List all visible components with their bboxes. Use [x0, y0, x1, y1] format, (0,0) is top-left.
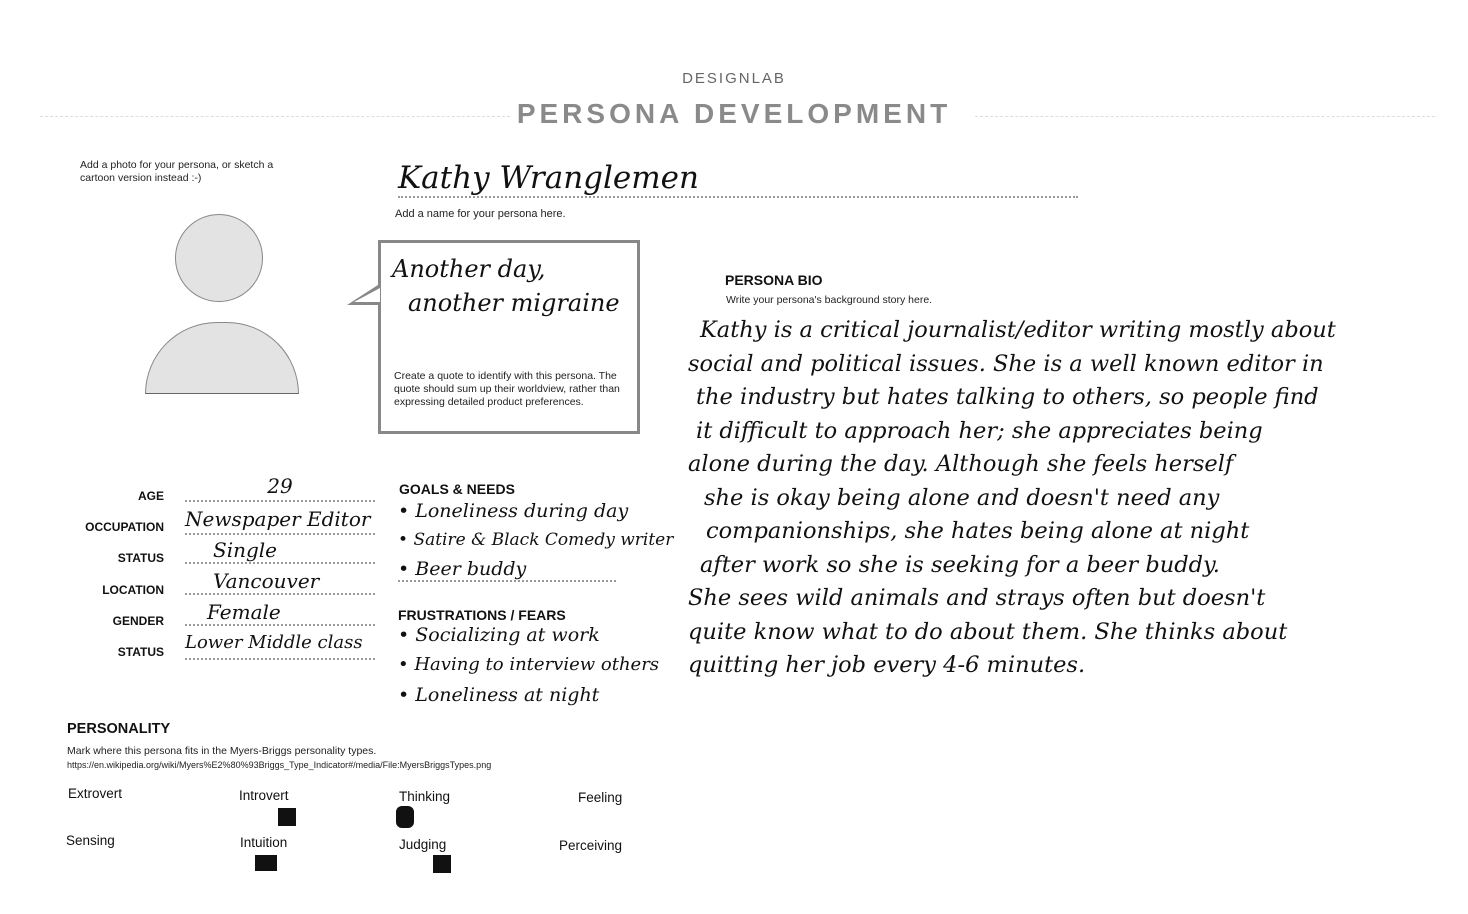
goal-text: Satire & Black Comedy writer [413, 530, 674, 550]
occupation-field[interactable]: Newspaper Editor [185, 507, 375, 535]
goal-item[interactable]: • Beer buddy [398, 558, 616, 582]
mark-intuition [255, 855, 277, 871]
bio-line: companionships, she hates being alone at night [706, 518, 1250, 544]
mark-introvert [278, 808, 296, 826]
class-status-label: STATUS [117, 645, 164, 659]
mb-extrovert[interactable]: Extrovert [68, 786, 123, 801]
goal-item[interactable]: • Loneliness during day [398, 500, 629, 522]
frustration-text: Loneliness at night [415, 684, 600, 706]
location-field[interactable]: Vancouver [185, 569, 375, 595]
quote-line-1: Another day, [392, 255, 546, 283]
age-field[interactable]: 29 [185, 474, 375, 502]
page-title: PERSONA DEVELOPMENT [516, 98, 952, 129]
bio-line: she is okay being alone and doesn't need any [704, 484, 1220, 511]
mb-sensing[interactable]: Sensing [66, 833, 115, 848]
bio-line: social and political issues. She is a well known editor in [688, 350, 1324, 377]
bio-line: the industry but hates talking to others, so people find [696, 384, 1319, 410]
frustrations-heading: FRUSTRATIONS / FEARS [398, 607, 566, 623]
avatar-head-icon[interactable] [175, 214, 263, 302]
name-hint: Add a name for your persona here. [395, 208, 566, 220]
frustration-text: Socializing at work [415, 624, 600, 646]
goal-text: Beer buddy [415, 558, 527, 580]
avatar-body-icon[interactable] [145, 322, 299, 394]
goal-item[interactable]: • Satire & Black Comedy writer [398, 530, 674, 550]
persona-quote[interactable] [392, 252, 632, 320]
gender-label: GENDER [112, 614, 164, 628]
mb-perceiving[interactable]: Perceiving [559, 838, 623, 853]
class-status-field[interactable]: Lower Middle class [185, 632, 375, 660]
personality-hint: Mark where this persona fits in the Myers-Briggs personality types. [67, 745, 377, 757]
personality-heading: PERSONALITY [67, 721, 171, 737]
gender-field[interactable]: Female [185, 600, 375, 626]
bio-line: alone during the day. Although she feels herself [688, 451, 1234, 477]
photo-hint: Add a photo for your persona, or sketch a cartoon version instead :-) [80, 159, 274, 184]
bio-line: quite know what to do about them. She thinks about [688, 618, 1288, 645]
bio-hint: Write your persona's background story here. [726, 294, 933, 306]
personality-link[interactable]: https://en.wikipedia.org/wiki/Myers%E2%80%93Briggs_Type_Indicator#/media/File:MyersBriggsTypes.png [67, 760, 492, 770]
bio-line: She sees wild animals and strays often but doesn't [688, 585, 1266, 611]
quote-line-2: another migraine [408, 289, 620, 317]
mark-judging [433, 855, 451, 873]
quote-hint: Create a quote to identify with this persona. The quote should sum up their worldview, rather than expressing detailed product preferences. [394, 370, 620, 408]
persona-name[interactable]: Kathy Wranglemen [398, 160, 699, 196]
frustration-text: Having to interview others [414, 654, 660, 675]
bio-line: it difficult to approach her; she appreciates being [696, 417, 1263, 444]
brand-logo: DESIGNLAB [682, 70, 786, 87]
bio-line: quitting her job every 4-6 minutes. [688, 652, 1086, 678]
mb-feeling[interactable]: Feeling [578, 790, 623, 805]
quote-bubble-tail-inner [354, 288, 380, 302]
age-label: AGE [137, 489, 164, 503]
frustration-item[interactable]: • Socializing at work [398, 624, 600, 646]
location-label: LOCATION [102, 583, 164, 597]
mb-judging[interactable]: Judging [399, 837, 447, 852]
bio-line: after work so she is seeking for a beer buddy. [700, 551, 1220, 578]
bio-line: Kathy is a critical journalist/editor writing mostly about [700, 317, 1336, 343]
goal-text: Loneliness during day [415, 500, 629, 522]
persona-bio[interactable] [688, 314, 1438, 683]
name-underline [398, 196, 1078, 198]
occupation-label: OCCUPATION [85, 520, 164, 534]
mb-intuition[interactable]: Intuition [240, 835, 288, 850]
mb-thinking[interactable]: Thinking [399, 789, 451, 804]
mb-introvert[interactable]: Introvert [239, 788, 289, 803]
frustration-item[interactable]: • Having to interview others [398, 654, 660, 675]
bio-heading: PERSONA BIO [725, 272, 823, 288]
frustration-item[interactable]: • Loneliness at night [398, 684, 600, 706]
status-label: STATUS [117, 551, 164, 565]
goals-heading: GOALS & NEEDS [399, 481, 515, 497]
mark-thinking [396, 806, 414, 828]
status-field[interactable]: Single [185, 538, 375, 564]
